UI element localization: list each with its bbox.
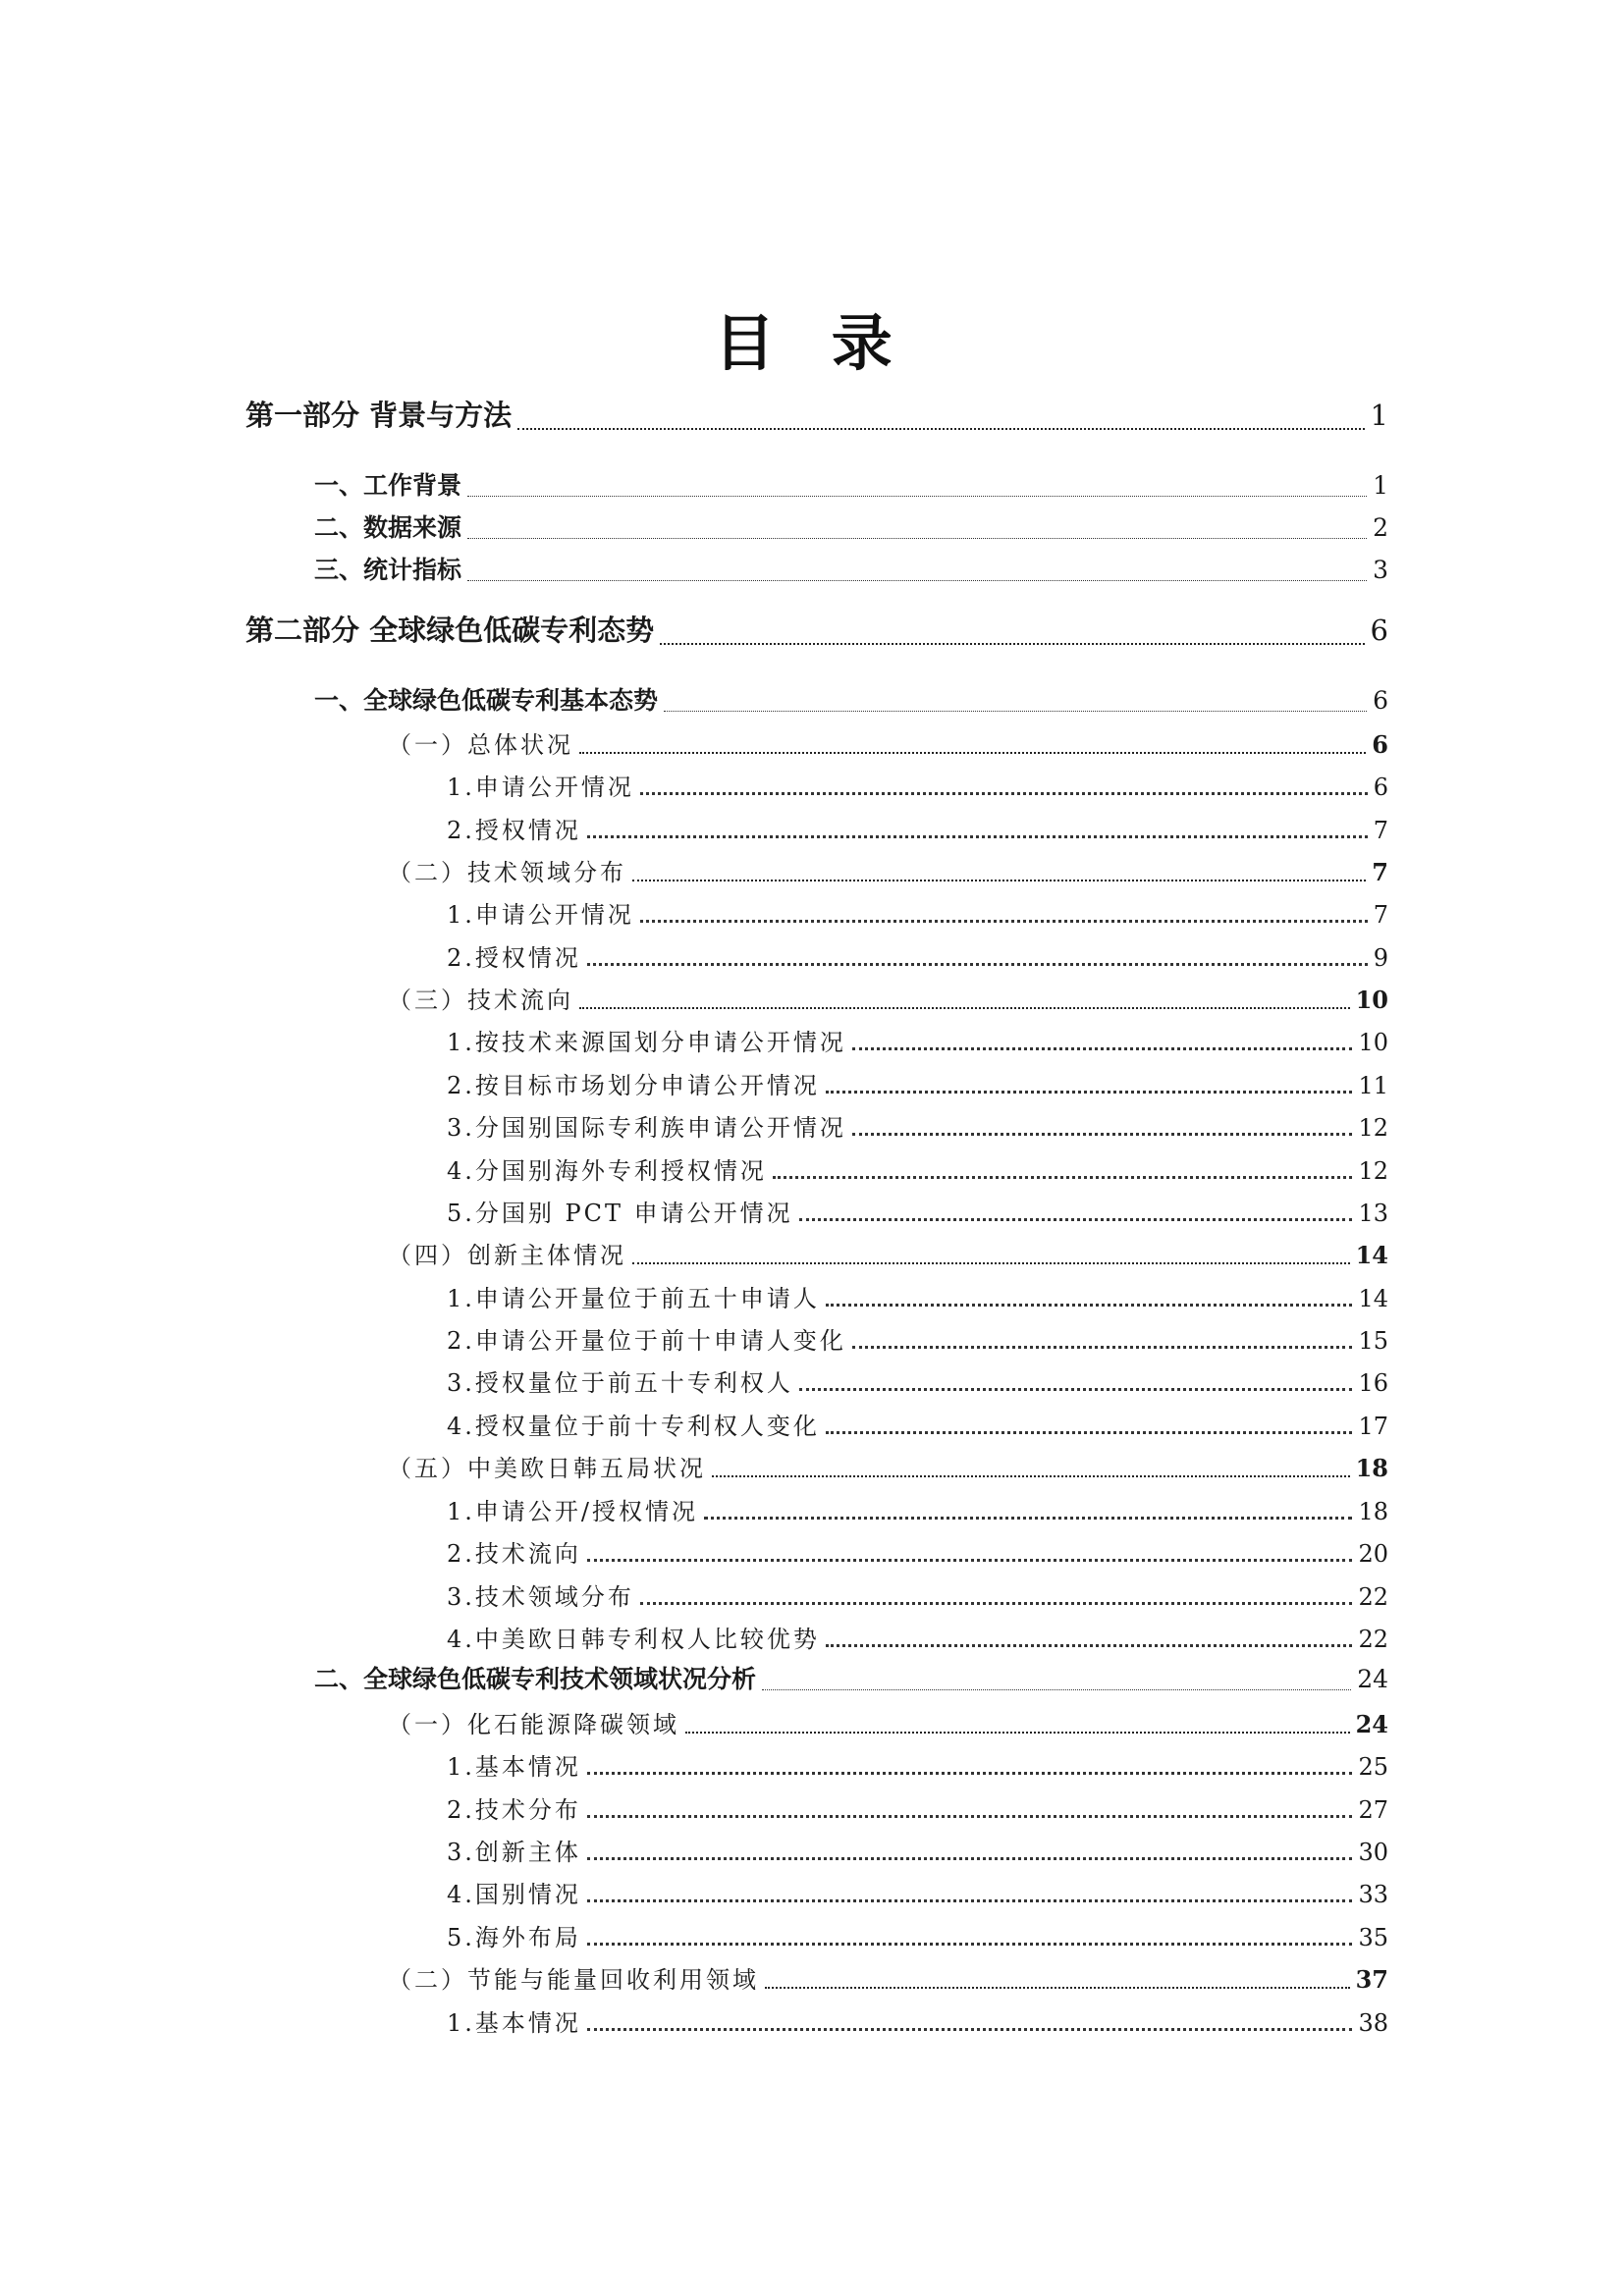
toc-entry[interactable] [314,681,1388,719]
toc-entry-label: 二、数据来源 [314,513,462,542]
toc-entry[interactable] [447,811,1388,846]
toc-entry-label: 1.申请公开情况 [447,774,634,801]
toc-entry[interactable] [447,1279,1388,1314]
toc-entry[interactable] [447,1620,1388,1655]
toc-page-number: 6 [1372,730,1388,759]
toc-entry-label: 第二部分 全球绿色低碳专利态势 [245,614,655,647]
dot-leader [852,1132,1353,1136]
toc-page-number: 27 [1358,1796,1388,1824]
toc-entry[interactable] [447,1577,1388,1613]
toc-entry[interactable] [447,1534,1388,1570]
dot-leader [587,1942,1353,1946]
toc-entry[interactable] [388,1449,1388,1484]
toc-page-number: 24 [1357,1665,1388,1693]
toc-entry-label: 1.申请公开/授权情况 [447,1498,698,1525]
toc-page-number: 1 [1373,471,1388,500]
dot-leader [632,1261,1350,1264]
toc-page-number: 9 [1373,944,1388,972]
dot-leader [799,1217,1353,1221]
toc-entry-label: （二）节能与能量回收利用领域 [388,1966,759,1994]
toc-entry-label: 2.按目标市场划分申请公开情况 [447,1072,820,1099]
toc-entry[interactable] [314,551,1388,588]
toc-page-number: 20 [1358,1540,1388,1568]
toc-entry-label: （三）技术流向 [388,987,573,1014]
toc-entry[interactable] [314,1660,1388,1697]
dot-leader [660,642,1364,645]
toc-page-number: 25 [1358,1753,1388,1781]
dot-leader [712,1474,1350,1477]
toc-page-number: 22 [1358,1583,1388,1611]
toc-entry[interactable] [447,1918,1388,1953]
toc-entry-label: 一、全球绿色低碳专利基本态势 [314,686,659,715]
toc-entry[interactable] [245,609,1388,652]
toc-entry[interactable] [447,1407,1388,1442]
dot-leader [632,879,1366,881]
dot-leader [587,834,1368,838]
toc-page-number: 12 [1358,1114,1388,1142]
toc-entry[interactable] [447,1363,1388,1399]
toc-page-number: 13 [1358,1200,1388,1227]
toc-entry-label: （一）化石能源降碳领域 [388,1711,679,1738]
toc-page-number: 17 [1358,1413,1388,1440]
dot-leader [773,1175,1353,1179]
dot-leader [826,1303,1353,1307]
dot-leader [640,1601,1353,1605]
dot-leader [579,1006,1350,1009]
toc-entry[interactable] [388,981,1388,1016]
toc-entry[interactable] [447,1321,1388,1357]
toc-page-number: 18 [1358,1498,1388,1525]
toc-entry[interactable] [388,1236,1388,1271]
toc-page-number: 7 [1373,901,1388,929]
toc-entry-label: 3.分国别国际专利族申请公开情况 [447,1114,846,1142]
toc-entry-label: 1.申请公开量位于前五十申请人 [447,1285,820,1312]
toc-entry[interactable] [388,725,1388,761]
toc-page-number: 6 [1373,774,1388,801]
toc-page-number: 15 [1358,1327,1388,1355]
dot-leader [765,1986,1350,1989]
toc-entry[interactable] [447,1790,1388,1826]
toc-page-number: 11 [1358,1072,1388,1099]
toc-entry[interactable] [447,1875,1388,1910]
toc-page-number: 6 [1370,614,1388,647]
toc-entry[interactable] [388,1960,1388,1996]
toc-entry[interactable] [314,466,1388,504]
toc-entry[interactable] [447,1747,1388,1783]
toc-entry-label: 2.技术分布 [447,1796,581,1824]
toc-entry-label: （一）总体状况 [388,731,573,759]
toc-entry[interactable] [245,394,1388,437]
toc-page-number: 6 [1373,686,1388,715]
toc-entry[interactable] [447,1066,1388,1101]
toc-entry-label: 3.技术领域分布 [447,1583,634,1611]
toc-entry-label: 1.基本情况 [447,2009,581,2037]
toc-entry-label: 3.创新主体 [447,1839,581,1866]
toc-page-number: 16 [1358,1369,1388,1397]
toc-page-number: 18 [1355,1454,1388,1482]
toc-entry-label: 3.授权量位于前五十专利权人 [447,1369,793,1397]
toc-entry-label: 2.技术流向 [447,1540,581,1568]
toc-entry-label: （五）中美欧日韩五局状况 [388,1455,706,1482]
toc-entry-label: 4.授权量位于前十专利权人变化 [447,1413,820,1440]
toc-page-number: 22 [1358,1626,1388,1653]
toc-page-number: 37 [1355,1965,1388,1994]
toc-entry-label: 1.按技术来源国划分申请公开情况 [447,1029,846,1056]
dot-leader [664,710,1367,712]
dot-leader [640,919,1368,923]
toc-entry[interactable] [447,1108,1388,1144]
dot-leader [587,2027,1353,2031]
dot-leader [587,1856,1353,1860]
dot-leader [587,962,1368,966]
dot-leader [826,1430,1353,1434]
toc-page-number: 2 [1373,513,1388,542]
dot-leader [852,1046,1353,1050]
dot-leader [587,1814,1353,1818]
toc-entry[interactable] [447,1194,1388,1229]
dot-leader [799,1387,1353,1391]
toc-entry[interactable] [388,853,1388,888]
dot-leader [826,1090,1353,1094]
toc-entry-label: 4.中美欧日韩专利权人比较优势 [447,1626,820,1653]
toc-page-number: 24 [1355,1710,1388,1738]
toc-entry[interactable] [447,1833,1388,1868]
toc-page-number: 10 [1355,986,1388,1014]
toc-entry-label: （二）技术领域分布 [388,859,626,886]
toc-entry[interactable] [447,1492,1388,1527]
page-title: 目 录 [714,307,910,379]
toc-page-number: 14 [1355,1241,1388,1269]
dot-leader [467,579,1367,581]
toc-entry[interactable] [447,2003,1388,2039]
toc-page-number: 10 [1358,1029,1388,1056]
toc-page-number: 12 [1358,1157,1388,1185]
toc-entry-label: 2.授权情况 [447,817,581,844]
toc-page-number: 3 [1373,556,1388,584]
toc-page-number: 7 [1372,858,1388,886]
toc-entry[interactable] [447,938,1388,974]
toc-page-number: 30 [1358,1839,1388,1866]
toc-entry[interactable] [388,1705,1388,1740]
toc-page-number: 14 [1358,1285,1388,1312]
toc-entry[interactable] [447,895,1388,931]
toc-entry[interactable] [447,1023,1388,1058]
toc-entry[interactable] [314,508,1388,546]
toc-entry-label: 三、统计指标 [314,556,462,584]
dot-leader [467,537,1367,539]
dot-leader [704,1516,1352,1520]
toc-entry-label: 4.国别情况 [447,1881,581,1908]
toc-page-number: 38 [1358,2009,1388,2037]
dot-leader [587,1558,1353,1562]
toc-entry-label: 一、工作背景 [314,471,462,500]
toc-entry-label: 二、全球绿色低碳专利技术领域状况分析 [314,1665,757,1693]
dot-leader [640,791,1368,795]
toc-entry-label: 1.基本情况 [447,1753,581,1781]
toc-page-number: 7 [1373,817,1388,844]
toc-entry-label: 5.分国别 PCT 申请公开情况 [447,1200,793,1227]
dot-leader [685,1731,1350,1734]
toc-entry-label: 第一部分 背景与方法 [245,399,513,432]
toc-entry-label: 2.授权情况 [447,944,581,972]
dot-leader [587,1898,1353,1902]
toc-page-number: 33 [1358,1881,1388,1908]
toc-entry[interactable] [447,768,1388,803]
dot-leader [762,1688,1351,1690]
toc-entry-label: 2.申请公开量位于前十申请人变化 [447,1327,846,1355]
toc-entry-label: 4.分国别海外专利授权情况 [447,1157,767,1185]
dot-leader [587,1771,1353,1775]
toc-page-number: 1 [1370,399,1388,432]
dot-leader [517,427,1364,430]
dot-leader [826,1643,1353,1647]
dot-leader [579,751,1366,754]
toc-page-number: 35 [1358,1924,1388,1951]
dot-leader [852,1345,1353,1349]
dot-leader [467,495,1367,497]
toc-entry[interactable] [447,1151,1388,1187]
toc-entry-label: 1.申请公开情况 [447,901,634,929]
toc-entry-label: （四）创新主体情况 [388,1242,626,1269]
toc-entry-label: 5.海外布局 [447,1924,581,1951]
